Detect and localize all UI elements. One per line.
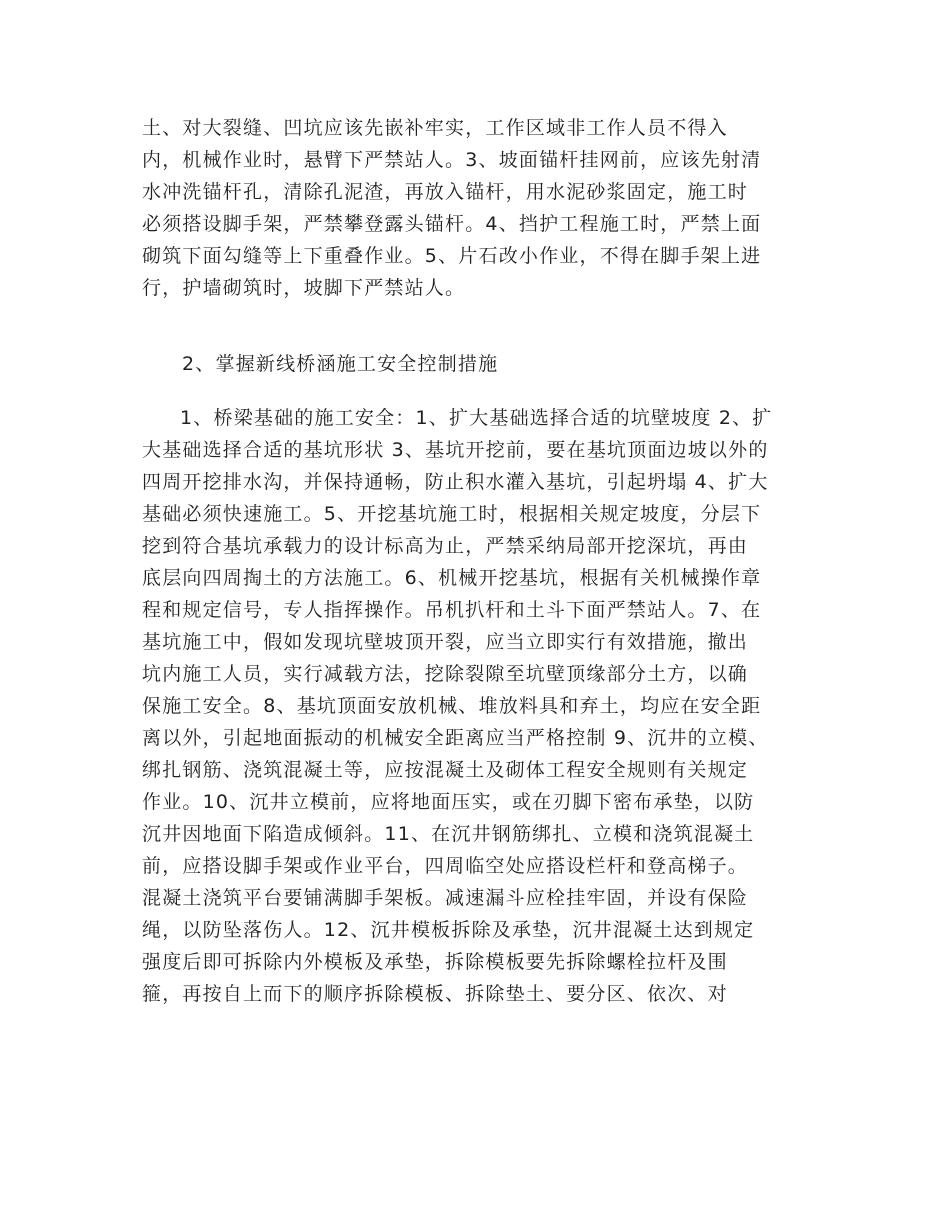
paragraph-line: 绑扎钢筋、浇筑混凝土等，应按混凝土及砌体工程安全规则有关规定	[142, 759, 749, 781]
paragraph-line: 行，护墙砌筑时，坡脚下严禁站人。	[142, 277, 466, 299]
paragraph-line: 水冲洗锚杆孔，清除孔泥渣，再放入锚杆，用水泥砂浆固定，施工时	[142, 181, 749, 203]
paragraph-line: 前，应搭设脚手架或作业平台，四周临空处应搭设栏杆和登高梯子。	[142, 855, 749, 877]
paragraph-continued	[142, 112, 822, 304]
paragraph-line: 混凝土浇筑平台要铺满脚手架板。减速漏斗应栓挂牢固，并设有保险	[142, 887, 749, 909]
paragraph-line: 保施工安全。8、基坑顶面安放机械、堆放料具和弃土，均应在安全距	[142, 695, 762, 717]
paragraph-line: 内，机械作业时，悬臂下严禁站人。3、坡面锚杆挂网前，应该先射清	[142, 149, 762, 171]
paragraph-bridge-safety	[142, 402, 822, 1010]
paragraph-line: 箍，再按自上而下的顺序拆除模板、拆除垫土、要分区、依次、对	[142, 983, 728, 1005]
paragraph-line: 土、对大裂缝、凹坑应该先嵌补牢实，工作区域非工作人员不得入	[142, 117, 728, 139]
paragraph-line: 离以外，引起地面振动的机械安全距离应当严格控制 9、沉井的立模、	[142, 727, 769, 749]
paragraph-line: 作业。10、沉井立模前，应将地面压实，或在刃脚下密布承垫，以防	[142, 791, 755, 813]
paragraph-line: 四周开挖排水沟，并保持通畅，防止积水灌入基坑，引起坍塌 4、扩大	[142, 471, 769, 493]
paragraph-line: 1、桥梁基础的施工安全：1、扩大基础选择合适的坑壁坡度 2、扩	[180, 407, 773, 429]
paragraph-line: 挖到符合基坑承载力的设计标高为止，严禁采纳局部开挖深坑，再由	[142, 535, 749, 557]
paragraph-line: 基础必须快速施工。5、开挖基坑施工时，根据相关规定坡度，分层下	[142, 503, 762, 525]
paragraph-line: 必须搭设脚手架，严禁攀登露头锚杆。4、挡护工程施工时，严禁上面	[142, 213, 762, 235]
paragraph-line: 大基础选择合适的基坑形状 3、基坑开挖前，要在基坑顶面边坡以外的	[142, 439, 769, 461]
paragraph-line: 基坑施工中，假如发现坑壁坡顶开裂，应当立即实行有效措施，撤出	[142, 631, 749, 653]
paragraph-line: 砌筑下面勾缝等上下重叠作业。5、片石改小作业，不得在脚手架上进	[142, 245, 762, 267]
paragraph-line: 坑内施工人员，实行减载方法，挖除裂隙至坑壁顶缘部分土方，以确	[142, 663, 749, 685]
paragraph-line: 沉井因地面下陷造成倾斜。11、在沉井钢筋绑扎、立模和浇筑混凝土	[142, 823, 755, 845]
section-heading: 2、掌握新线桥涵施工安全控制措施	[182, 353, 499, 375]
paragraph-line: 底层向四周掏土的方法施工。6、机械开挖基坑，根据有关机械操作章	[142, 567, 762, 589]
paragraph-line: 程和规定信号，专人指挥操作。吊机扒杆和土斗下面严禁站人。7、在	[142, 599, 762, 621]
paragraph-line: 强度后即可拆除内外模板及承垫，拆除模板要先拆除螺栓拉杆及围	[142, 951, 728, 973]
paragraph-line: 绳，以防坠落伤人。12、沉井模板拆除及承垫，沉井混凝土达到规定	[142, 919, 755, 941]
